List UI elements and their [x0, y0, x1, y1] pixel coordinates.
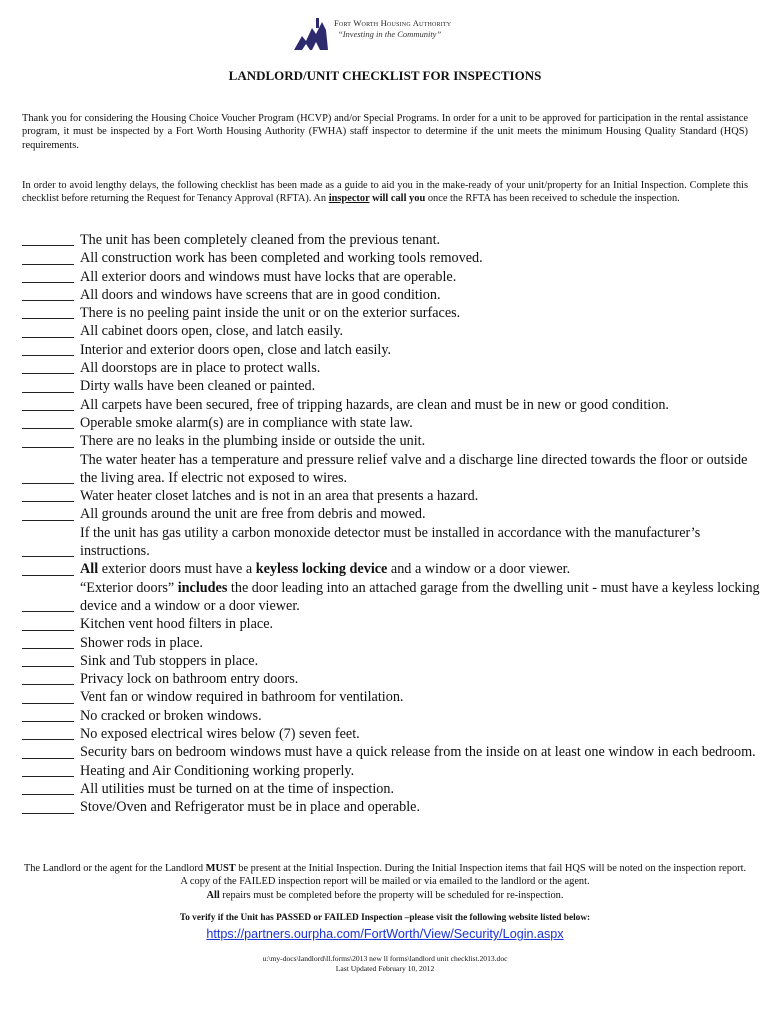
checkbox-blank[interactable]: [22, 707, 74, 725]
checklist-item: [22, 304, 762, 322]
checkbox-blank[interactable]: [22, 377, 74, 395]
checklist-item: [22, 798, 762, 816]
checklist-item-text: The unit has been completely cleaned from the previous tenant.: [80, 232, 441, 248]
checkbox-blank[interactable]: [22, 652, 74, 670]
fwha-logo: [292, 14, 482, 54]
checklist-item: [22, 451, 762, 488]
org-name: Fort Worth Housing Authority: [334, 18, 452, 28]
notice-text-2: be present at the Initial Inspection. During the Initial Inspection items that fail HQS will be noted on the inspection report. A copy of the FAILED inspection report will be mailed or via emailed to the landlord or the agent.: [180, 863, 747, 888]
item18-start: “Exterior doors”: [80, 579, 178, 596]
checkbox-blank[interactable]: [22, 249, 74, 267]
last-updated: Last Updated February 10, 2012: [335, 964, 435, 973]
inspection-checklist: [22, 231, 762, 817]
checklist-item-text: The water heater has a temperature and pressure relief valve and a discharge line directed towards the floor or outside the living area. If electric not exposed to wires.: [80, 451, 748, 486]
checklist-item-text: There are no leaks in the plumbing inside or outside the unit.: [80, 433, 426, 450]
all-emphasis: All: [206, 889, 220, 901]
checklist-item: [22, 688, 762, 706]
checkbox-blank[interactable]: [22, 670, 74, 688]
checklist-item-text: Vent fan or window required in bathroom for ventilation.: [80, 689, 404, 706]
login-link[interactable]: https://partners.ourpha.com/FortWorth/View/Security/Login.aspx: [206, 927, 564, 941]
checklist-item-text: All cabinet doors open, close, and latch easily.: [80, 323, 344, 340]
checklist-item: [22, 432, 762, 450]
checklist-item-text: Interior and exterior doors open, close and latch easily.: [80, 341, 392, 358]
checklist-item-text: Operable smoke alarm(s) are in compliance with state law.: [80, 414, 413, 431]
checklist-item-text: Stove/Oven and Refrigerator must be in place and operable.: [80, 799, 420, 816]
must-emphasis: MUST: [205, 863, 236, 874]
checkbox-blank[interactable]: [22, 304, 74, 322]
checklist-item-text: No cracked or broken windows.: [80, 707, 262, 724]
checkbox-blank[interactable]: [22, 524, 74, 561]
checklist-item-text: Dirty walls have been cleaned or painted.: [80, 378, 316, 395]
checklist-item-text: If the unit has gas utility a carbon monoxide detector must be installed in accordance with the manufacturer’s instructions.: [80, 524, 701, 560]
checklist-item: [22, 322, 762, 340]
checklist-item-text: All exterior doors and windows must have locks that are operable.: [80, 268, 457, 285]
checkbox-blank[interactable]: [22, 560, 74, 578]
checkbox-blank[interactable]: [22, 268, 74, 286]
landlord-notice: [22, 862, 748, 902]
checkbox-blank[interactable]: [22, 743, 74, 761]
checklist-item: [22, 341, 762, 359]
checklist-item: [22, 231, 762, 249]
checklist-item: [22, 249, 762, 267]
notice-text: The Landlord or the agent for the Landlord: [23, 863, 206, 874]
checkbox-blank[interactable]: [22, 359, 74, 377]
checklist-item-text: No exposed electrical wires below (7) seven feet.: [80, 726, 360, 743]
checklist-item-text: [74, 560, 762, 578]
checklist-item-text: All carpets have been secured, free of tripping hazards, are clean and must be in new or good condition.: [80, 396, 669, 413]
checklist-item: [22, 707, 762, 725]
checklist-item: [22, 414, 762, 432]
checklist-item: [22, 652, 762, 670]
org-tagline: “Investing in the Community”: [338, 29, 442, 39]
checklist-item: [22, 524, 762, 561]
checkbox-blank[interactable]: [22, 414, 74, 432]
checkbox-blank[interactable]: [22, 396, 74, 414]
checklist-item: [22, 396, 762, 414]
checklist-item-text: There is no peeling paint inside the unit or on the exterior surfaces.: [80, 305, 461, 322]
item18-end: the door leading into an attached garage from the dwelling unit - must have a keyless locking device and a window or a door viewer.: [80, 579, 760, 614]
checkbox-blank[interactable]: [22, 615, 74, 633]
checklist-item-text: All doors and windows have screens that are in good condition.: [80, 286, 441, 303]
checkbox-blank[interactable]: [22, 505, 74, 523]
checklist-item: [22, 377, 762, 395]
checklist-item: [22, 762, 762, 780]
checklist-item: [22, 487, 762, 505]
checklist-item: [22, 743, 762, 761]
checklist-item: [22, 780, 762, 798]
checkbox-blank[interactable]: [22, 451, 74, 488]
checkbox-blank[interactable]: [22, 579, 74, 616]
checklist-item: [22, 560, 762, 578]
checkbox-blank[interactable]: [22, 341, 74, 359]
checklist-item: [22, 268, 762, 286]
checkbox-blank[interactable]: [22, 231, 74, 249]
checklist-item: [22, 725, 762, 743]
file-path: u:\my-docs\landlord\ll.forms\2013 new ll forms\landlord unit checklist.2013.doc: [262, 954, 508, 963]
checklist-item-text: Privacy lock on bathroom entry doors.: [80, 671, 299, 688]
checklist-item-text: Shower rods in place.: [80, 634, 203, 651]
checklist-item-text: All doorstops are in place to protect walls.: [80, 360, 321, 377]
checklist-item-text: All grounds around the unit are free from debris and mowed.: [80, 506, 426, 523]
item17-keyless: keyless locking device: [255, 561, 388, 578]
will-call-emphasis: will call you: [369, 193, 426, 205]
checklist-item-text: Security bars on bedroom windows must have a quick release from the inside on at least one window in each bedroom.: [80, 744, 756, 761]
intro-p2-text: In order to avoid lengthy delays, the following checklist has been made as a guide to aid you in the make-ready of your unit/property for an Initial Inspection. Complete this checklist before returning the Request for Tenancy Approval (RFTA). An: [22, 180, 748, 205]
checklist-item-text: All utilities must be turned on at the time of inspection.: [80, 780, 395, 797]
document-footer: [22, 954, 748, 974]
checkbox-blank[interactable]: [22, 432, 74, 450]
item17-mid: exterior doors must have a: [98, 561, 256, 578]
checkbox-blank[interactable]: [22, 286, 74, 304]
intro-p2-end: once the RFTA has been received to schedule the inspection.: [425, 193, 680, 205]
item17-end: and a window or a door viewer.: [387, 561, 571, 578]
checklist-item-text: All construction work has been completed and working tools removed.: [80, 250, 483, 267]
fwha-logo-icon: [292, 14, 330, 52]
checkbox-blank[interactable]: [22, 780, 74, 798]
checkbox-blank[interactable]: [22, 634, 74, 652]
checklist-item: [22, 505, 762, 523]
item17-all: All: [80, 561, 99, 578]
checklist-item: [22, 286, 762, 304]
checkbox-blank[interactable]: [22, 798, 74, 816]
checkbox-blank[interactable]: [22, 762, 74, 780]
checklist-item-text: Water heater closet latches and is not in an area that presents a hazard.: [80, 488, 479, 505]
checkbox-blank[interactable]: [22, 725, 74, 743]
checklist-item: [22, 634, 762, 652]
page-title: LANDLORD/UNIT CHECKLIST FOR INSPECTIONS: [228, 68, 542, 83]
checklist-item: [22, 670, 762, 688]
checklist-item-text: Kitchen vent hood filters in place.: [80, 616, 274, 633]
inspector-emphasis: inspector: [328, 193, 370, 205]
intro-paragraph-1: Thank you for considering the Housing Choice Voucher Program (HCVP) and/or Special Programs. In order for a unit to be approved for participation in the rental assistance program, it must be inspected by a Fort Worth Housing Authority (FWHA) staff inspector to determine if the unit meets the minimum Housing Quality Standard (HQS) requirements.: [22, 113, 748, 151]
verify-instruction: To verify if the Unit has PASSED or FAILED Inspection –please visit the following website listed below:: [179, 913, 591, 923]
checkbox-blank[interactable]: [22, 487, 74, 505]
checklist-item-text: Sink and Tub stoppers in place.: [80, 652, 259, 669]
repairs-text: repairs must be completed before the property will be scheduled for re-inspection.: [219, 889, 564, 901]
checklist-item-text: Heating and Air Conditioning working properly.: [80, 762, 355, 779]
checklist-item: [22, 359, 762, 377]
item18-includes: includes: [177, 579, 228, 596]
checklist-item: [22, 579, 762, 616]
checkbox-blank[interactable]: [22, 322, 74, 340]
checklist-item-text: [74, 579, 762, 616]
checklist-item: [22, 615, 762, 633]
checkbox-blank[interactable]: [22, 688, 74, 706]
intro-paragraph-2: [22, 179, 748, 206]
